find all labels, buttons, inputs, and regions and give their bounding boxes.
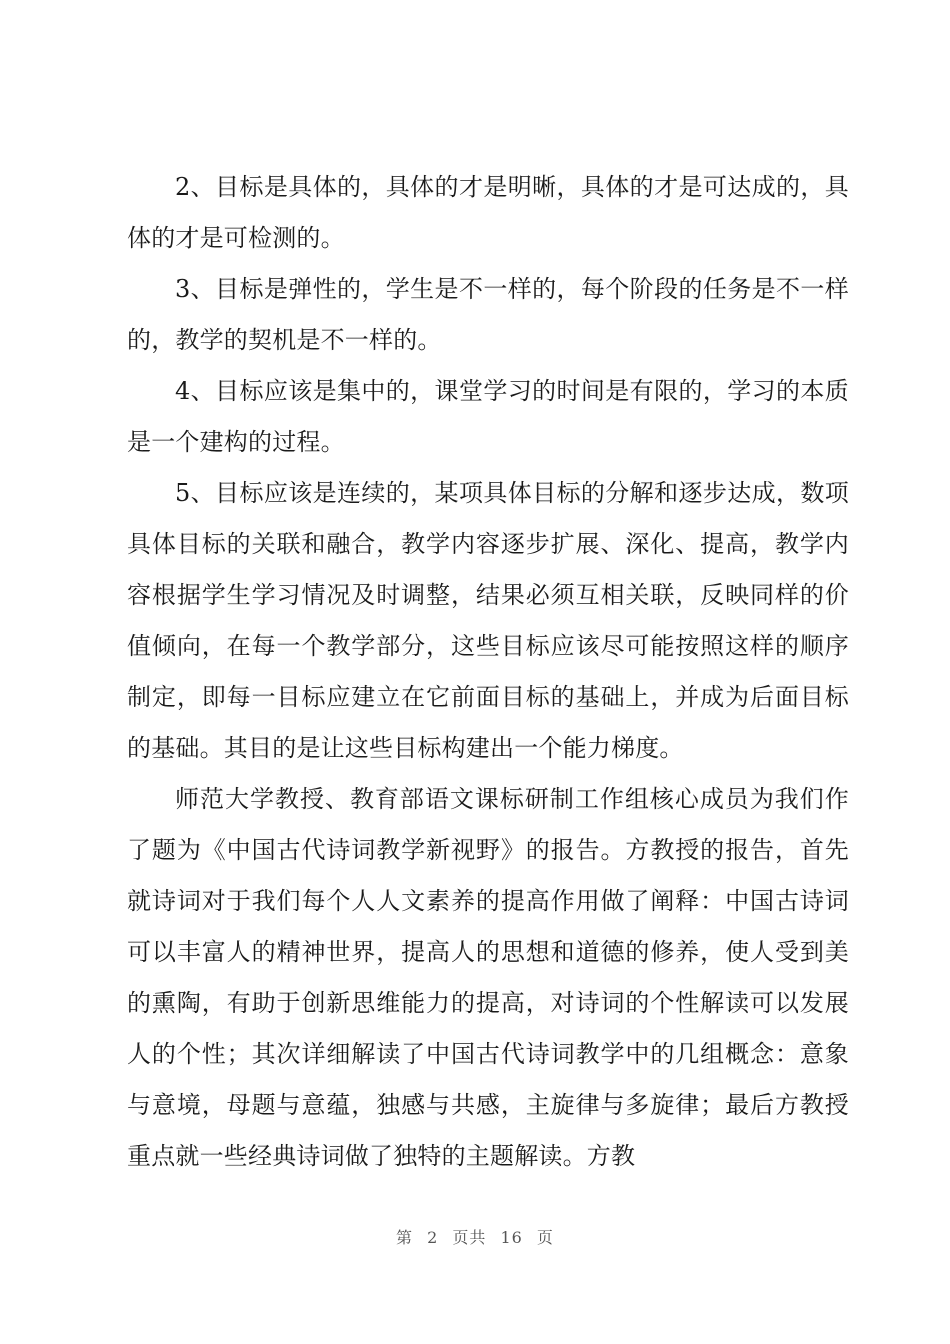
page-footer: 第 2 页共 16 页 [396, 1228, 554, 1247]
paragraph-lecture-report: 师范大学教授、教育部语文课标研制工作组核心成员为我们作了题为《中国古代诗词教学新视野》的报告。方教授的报告，首先就诗词对于我们每个人人文素养的提高作用做了阐释：中国古诗词可以丰富人的精神世界，提高人的思想和道德的修养，使人受到美的熏陶，有助于创新思维能力的提高，对诗词的个性解读可以发展人的个性；其次详细解读了中国古代诗词教学中的几组概念：意象与意境，母题与意蕴，独感与共感，主旋律与多旋律；最后方教授重点就一些经典诗词做了独特的主题解读。方教 [127, 785, 849, 1170]
body-text [127, 162, 849, 1182]
paragraph-goal-continuous: 5、目标应该是连续的，某项具体目标的分解和逐步达成，数项具体目标的关联和融合，教学内容逐步扩展、深化、提高，教学内容根据学生学习情况及时调整，结果必须互相关联，反映同样的价值倾向，在每一个教学部分，这些目标应该尽可能按照这样的顺序制定，即每一目标应建立在它前面目标的基础上，并成为后面目标的基础。其目的是让这些目标构建出一个能力梯度。 [127, 479, 849, 762]
paragraph-goal-specific: 2、目标是具体的，具体的才是明晰，具体的才是可达成的，具体的才是可检测的。 [127, 173, 849, 252]
paragraph-goal-focused: 4、目标应该是集中的，课堂学习的时间是有限的，学习的本质是一个建构的过程。 [127, 377, 849, 456]
paragraph-goal-flexible: 3、目标是弹性的，学生是不一样的，每个阶段的任务是不一样的，教学的契机是不一样的。 [127, 275, 849, 354]
